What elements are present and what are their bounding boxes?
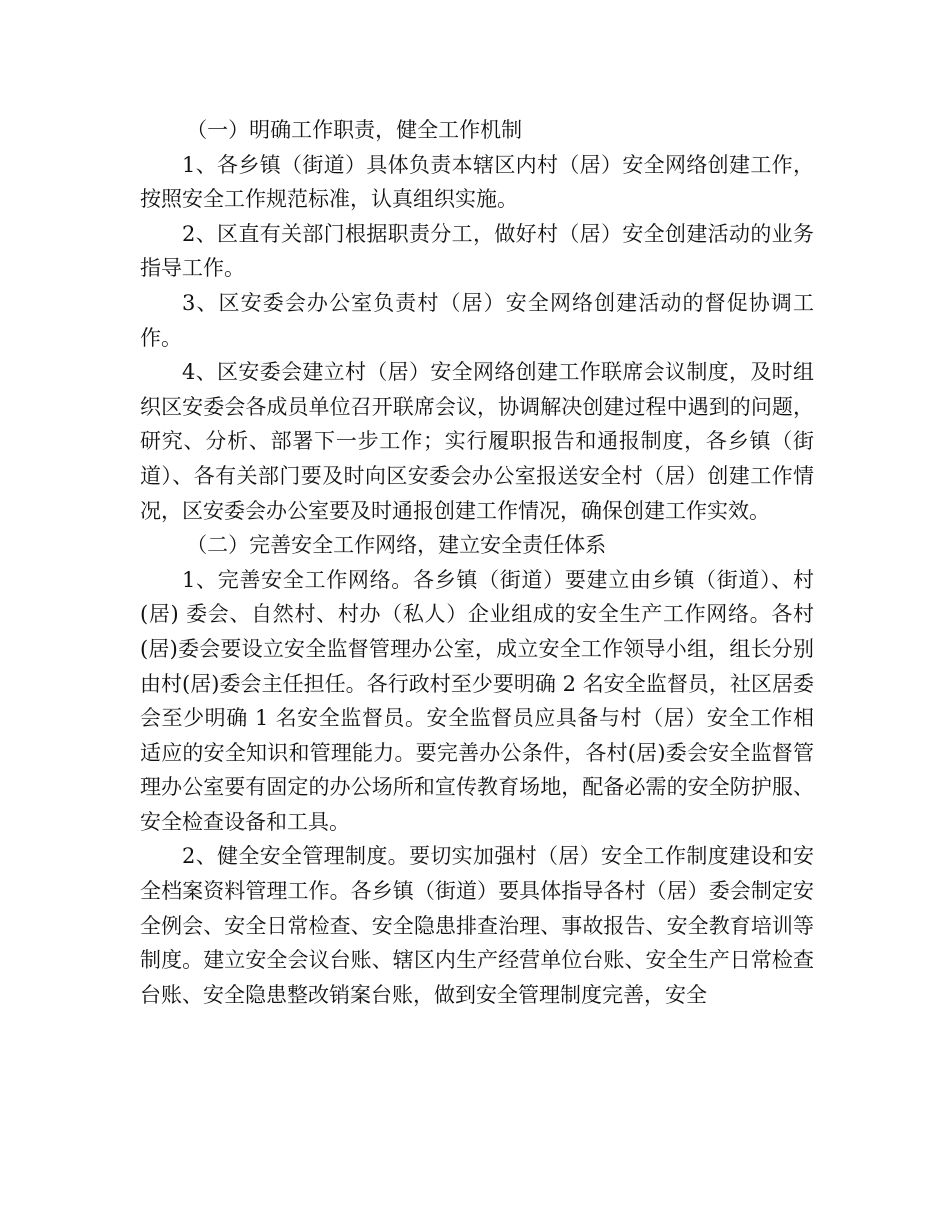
paragraph-1-3: 3、区安委会办公室负责村（居）安全网络创建活动的督促协调工作。 [140,290,814,350]
section-heading-1: （一）明确工作职责，健全工作机制 [186,118,523,142]
paragraph-2-2: 2、健全安全管理制度。要切实加强村（居）安全工作制度建设和安全档案资料管理工作。各乡镇（街道）要具体指导各村（居）委会制定安全例会、安全日常检查、安全隐患排查治理、事故报告、安全教育培训等制度。建立安全会议台账、辖区内生产经营单位台账、安全生产日常检查台账、安全隐患整改销案台账，做到安全管理制度完善，安全 [140,844,814,1007]
paragraph-2-1: 1、完善安全工作网络。各乡镇（街道）要建立由乡镇（街道）、村(居) 委会、自然村、村办（私人）企业组成的安全生产工作网络。各村(居)委会要设立安全监督管理办公室，成立安全工作领导小组，组长分别由村(居)委会主任担任。各行政村至少要明确 2 名安全监督员，社区居委会至少明确 1 名安全监督员。安全监督员应具备与村（居）安全工作相适应的安全知识和管理能力。要完善办公条件，各村(居)委会安全监督管理办公室要有固定的办公场所和宣传教育场地，配备必需的安全防护服、安全检查设备和工具。 [140,567,814,834]
section-heading-2: （二）完善安全工作网络，建立安全责任体系 [186,533,607,558]
document-body [140,113,814,1012]
paragraph-1-2: 2、区直有关部门根据职责分工，做好村（居）安全创建活动的业务指导工作。 [140,221,814,281]
paragraph-1-4: 4、区安委会建立村（居）安全网络创建工作联席会议制度，及时组织区安委会各成员单位召开联席会议，协调解决创建过程中遇到的问题，研究、分析、部署下一步工作；实行履职报告和通报制度，各乡镇（街道）、各有关部门要及时向区安委会办公室报送安全村（居）创建工作情况，区安委会办公室要及时通报创建工作情况，确保创建工作实效。 [140,360,814,523]
paragraph-1-1: 1、各乡镇（街道）具体负责本辖区内村（居）安全网络创建工作，按照安全工作规范标准，认真组织实施。 [140,152,814,212]
